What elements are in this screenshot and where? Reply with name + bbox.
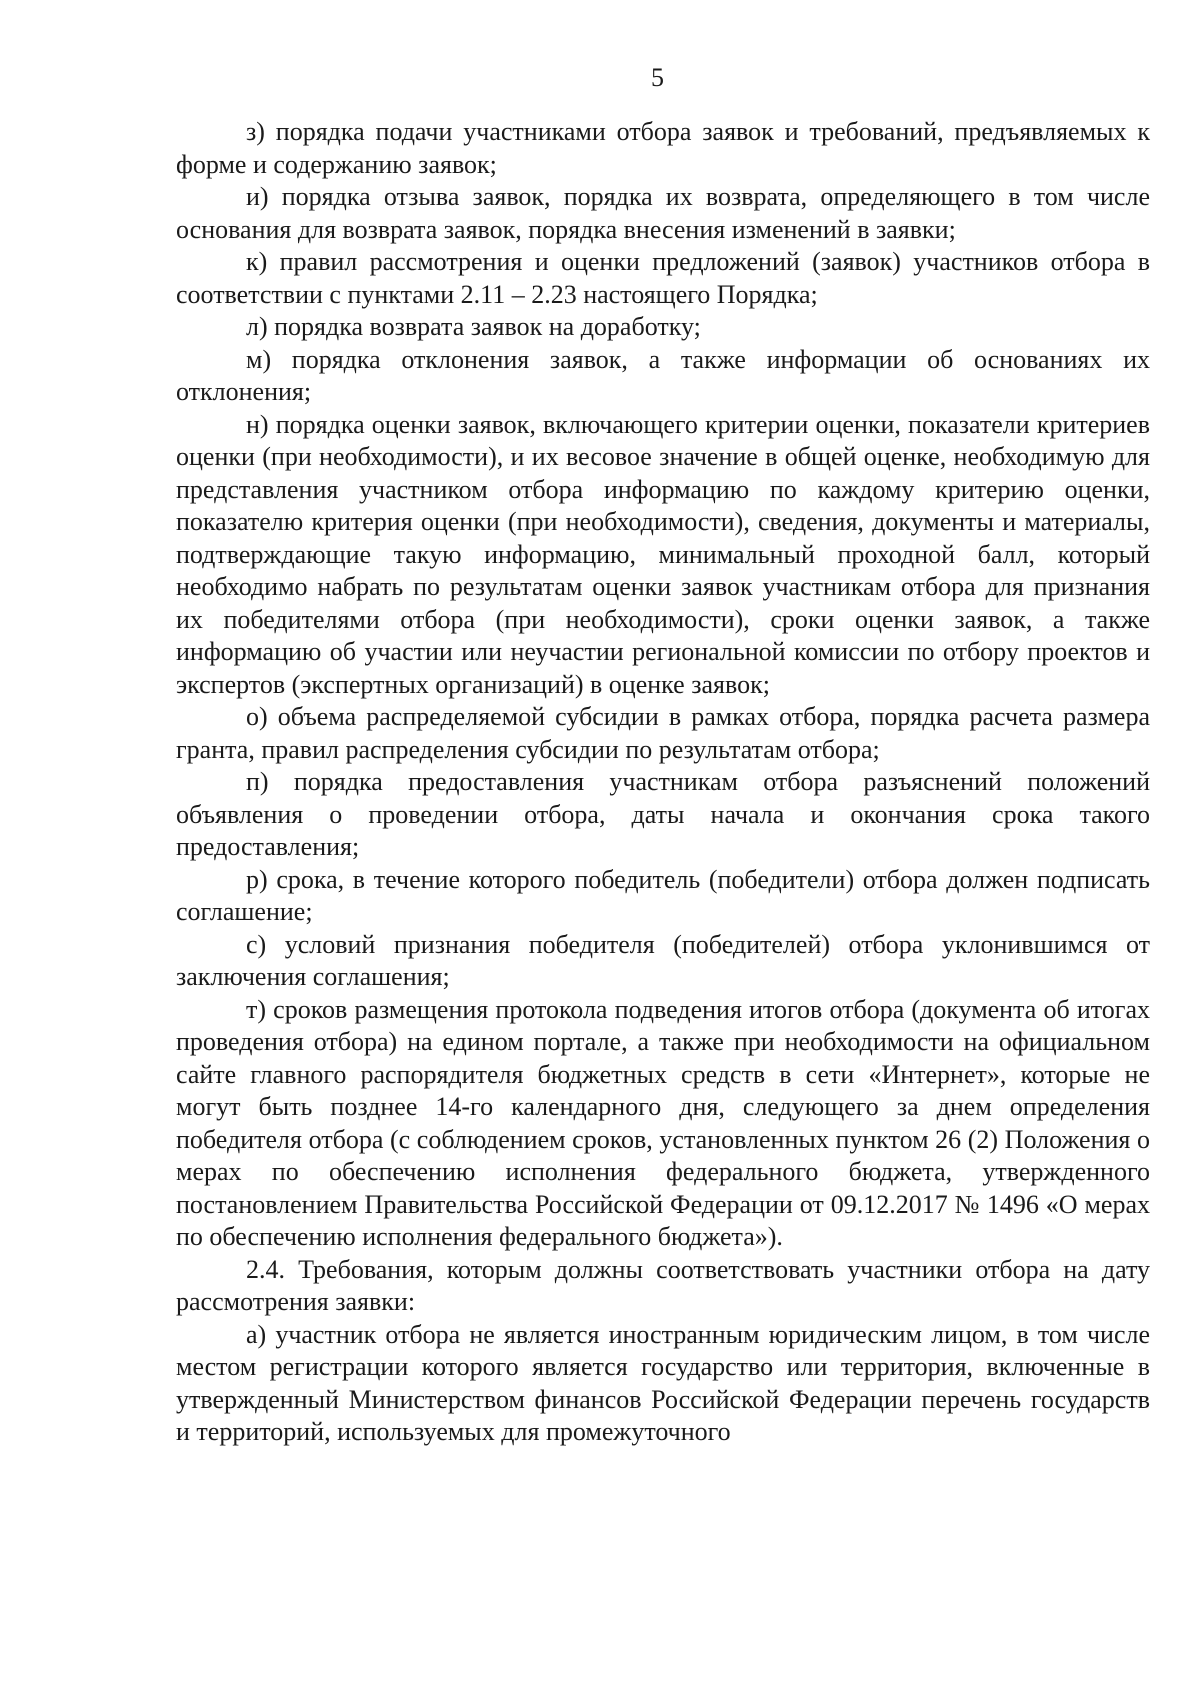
paragraph-r: р) срока, в течение которого победитель (победители) отбора должен подписать соглашение;	[176, 864, 1150, 926]
paragraph-a: а) участник отбора не является иностранным юридическим лицом, в том числе местом регистрации которого является государство или территория, включенные в утвержденный Министерством финансов Российской Федерации перечень государств и территорий, используемых для промежуточного	[176, 1319, 1150, 1446]
paragraph-o: о) объема распределяемой субсидии в рамках отбора, порядка расчета размера гранта, правил распределения субсидии по результатам отбора;	[176, 702, 1150, 764]
paragraph-t: т) сроков размещения протокола подведения итогов отбора (документа об итогах проведения отбора) на едином портале, а также при необходимости на официальном сайте главного распорядителя бюджетных средств в сети «Интернет», которые не могут быть позднее 14-го календарного дня, следующего за днем определения победителя отбора (с соблюдением сроков, установленных пунктом 26 (2) Положения о мерах по обеспечению исполнения федерального бюджета, утвержденного постановлением Правительства Российской Федерации от 09.12.2017 № 1496 «О мерах по обеспечению исполнения федерального бюджета»).	[176, 994, 1150, 1251]
paragraph-p: п) порядка предоставления участникам отбора разъяснений положений объявления о проведении отбора, даты начала и окончания срока такого предоставления;	[176, 767, 1150, 861]
paragraph-m: м) порядка отклонения заявок, а также информации об основаниях их отклонения;	[176, 344, 1150, 406]
page-number: 5	[651, 63, 664, 92]
paragraph-i: и) порядка отзыва заявок, порядка их возврата, определяющего в том числе основания для возврата заявок, порядка внесения изменений в заявки;	[176, 182, 1150, 244]
paragraph-l: л) порядка возврата заявок на доработку;	[246, 312, 701, 341]
paragraph-z: з) порядка подачи участниками отбора заявок и требований, предъявляемых к форме и содержанию заявок;	[176, 117, 1150, 179]
paragraph-n: н) порядка оценки заявок, включающего критерии оценки, показатели критериев оценки (при необходимости), и их весовое значение в общей оценке, необходимую для представления участником отбора информацию по каждому критерию оценки, показателю критерия оценки (при необходимости), сведения, документы и материалы, подтверждающие такую информацию, минимальный проходной балл, который необходимо набрать по результатам оценки заявок участникам отбора для признания их победителями отбора (при необходимости), сроки оценки заявок, а также информацию об участии или неучастии региональной комиссии по отбору проектов и экспертов (экспертных организаций) в оценке заявок;	[176, 409, 1150, 699]
paragraph-section-2-4: 2.4. Требования, которым должны соответствовать участники отбора на дату рассмотрения заявки:	[176, 1254, 1150, 1316]
paragraph-s: с) условий признания победителя (победителей) отбора уклонившимся от заключения соглашения;	[176, 929, 1150, 991]
paragraph-k: к) правил рассмотрения и оценки предложений (заявок) участников отбора в соответствии с пунктами 2.11 – 2.23 настоящего Порядка;	[176, 247, 1150, 309]
document-body	[176, 116, 1150, 1449]
